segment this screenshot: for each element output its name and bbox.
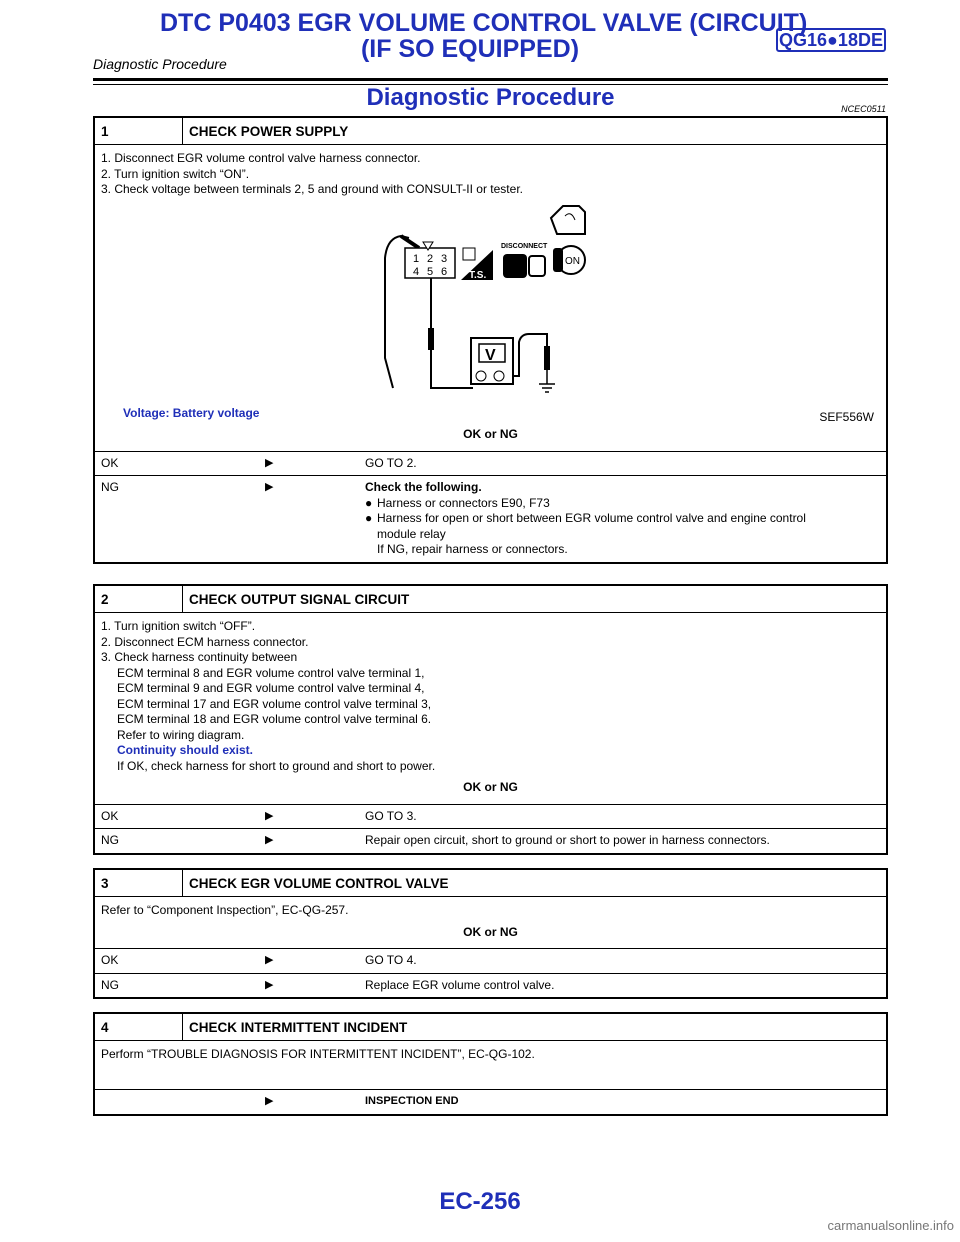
arrow-icon: ▶ (265, 954, 274, 966)
bullet-item (365, 496, 880, 512)
result-row-ng (95, 973, 886, 998)
arrow-icon: ▶ (265, 809, 274, 822)
step-title: CHECK POWER SUPPLY (189, 123, 349, 139)
disconnect-plug-icon (503, 254, 527, 278)
engine-icon (551, 206, 585, 234)
step-header (95, 1014, 886, 1041)
step-2-box (93, 584, 888, 855)
breadcrumb: Diagnostic Procedure (93, 56, 227, 72)
connector-pin-5: 5 (427, 265, 434, 278)
meter-negative-terminal (494, 371, 504, 381)
result-row-ok (95, 804, 886, 829)
header-title-line2: (IF SO EQUIPPED) (360, 35, 580, 63)
bullet-item (365, 511, 880, 527)
ok-ng-label: OK or NG (463, 780, 518, 794)
page-number: EC-256 (439, 1188, 521, 1215)
result-row-ng (95, 828, 886, 853)
step-title: CHECK INTERMITTENT INCIDENT (189, 1019, 408, 1035)
connector-pin-4: 4 (413, 265, 420, 278)
engine-badge: QG16●18DE (776, 28, 886, 52)
instruction-line: 1. Turn ignition switch “OFF”. (101, 619, 256, 633)
continuation-line: module relay (377, 526, 446, 541)
instruction-line: ECM terminal 8 and EGR volume control valve terminal 1, (117, 665, 425, 680)
step-1-box (93, 116, 888, 564)
ok-ng-label: OK or NG (463, 427, 518, 441)
ignition-on-label: ON (565, 255, 580, 267)
arrow-icon: ▶ (265, 456, 274, 469)
voltmeter-label: V (485, 346, 496, 364)
connector-pin-3: 3 (441, 252, 448, 265)
instruction-line: ECM terminal 17 and EGR volume control valve terminal 3, (117, 696, 432, 711)
step-body (95, 1041, 886, 1089)
header-rule (93, 78, 888, 81)
result-label (95, 1090, 265, 1114)
probe-tip (428, 328, 434, 350)
continuation-line: If NG, repair harness or connectors. (377, 542, 568, 556)
step-body (95, 613, 886, 804)
result-text: GO TO 3. (365, 808, 417, 823)
instruction-line: If OK, check harness for short to ground and short to power. (117, 758, 436, 773)
step-number: 2 (95, 586, 183, 612)
step-header (95, 870, 886, 897)
result-label: OK (101, 808, 119, 823)
result-label: OK (101, 455, 119, 470)
result-row-ng (95, 475, 886, 562)
section-code: NCEC0511 (841, 104, 886, 114)
wiring-illustration (101, 198, 884, 416)
voltage-check-diagram (101, 198, 880, 424)
instruction-line: 2. Disconnect ECM harness connector. (101, 634, 309, 649)
instruction-line: ECM terminal 18 and EGR volume control valve terminal 6. (117, 712, 432, 726)
meter-positive-terminal (476, 371, 486, 381)
probe-wire-upper (431, 278, 473, 388)
bullet-text: Harness or connectors E90, F73 (377, 495, 550, 510)
result-text: Repair open circuit, short to ground or short to power in harness connectors. (365, 833, 770, 847)
step-number: 4 (95, 1014, 183, 1040)
arrow-icon: ▶ (265, 834, 274, 846)
step-body (95, 897, 886, 948)
result-label: OK (101, 953, 119, 967)
result-label: NG (101, 480, 119, 494)
result-text: INSPECTION END (365, 1095, 459, 1107)
disconnect-socket-icon (529, 256, 545, 276)
step-4-box (93, 1012, 888, 1116)
step-header (95, 586, 886, 613)
figure-code: SEF556W (819, 409, 874, 424)
header-title-line1: DTC P0403 EGR VOLUME CONTROL VALVE (CIRCUIT) (160, 9, 808, 37)
result-text: Replace EGR volume control valve. (365, 977, 555, 992)
instruction-line: 3. Check harness continuity between (101, 650, 298, 664)
instruction-line: 1. Disconnect EGR volume control valve harness connector. (101, 151, 421, 165)
instruction-line: Refer to “Component Inspection”, EC-QG-257. (101, 903, 349, 917)
connector-pin-2: 2 (427, 252, 434, 265)
result-row-ok (95, 451, 886, 476)
result-heading: Check the following. (365, 480, 482, 494)
arrow-icon: ▶ (265, 1095, 274, 1107)
key-body-icon (553, 248, 563, 272)
result-text: GO TO 4. (365, 953, 417, 967)
probe-handle (401, 236, 419, 248)
result-text: GO TO 2. (365, 455, 417, 470)
result-row-ok (95, 948, 886, 973)
step-number: 1 (95, 118, 183, 144)
instruction-line: 3. Check voltage between terminals 2, 5 and ground with CONSULT-II or tester. (101, 182, 523, 196)
instruction-line: ECM terminal 9 and EGR volume control valve terminal 4, (117, 681, 425, 695)
step-body (95, 145, 886, 451)
ts-label: T.S. (469, 269, 487, 281)
spec-value: Voltage: Battery voltage (123, 405, 260, 420)
page-header-title (160, 9, 808, 63)
step-3-box (93, 868, 888, 999)
ts-book-icon (463, 248, 475, 260)
disconnect-label: DISCONNECT (501, 242, 548, 250)
step-title: CHECK EGR VOLUME CONTROL VALVE (189, 875, 449, 891)
instruction-line: Refer to wiring diagram. (117, 727, 245, 742)
connector-pin-1: 1 (413, 252, 420, 265)
ground-probe (544, 346, 550, 370)
instruction-line: 2. Turn ignition switch “ON”. (101, 166, 250, 181)
bullet-icon: ● (365, 511, 373, 525)
step-header (95, 118, 886, 145)
arrow-icon: ▶ (265, 978, 274, 991)
ok-ng-label: OK or NG (463, 924, 518, 939)
instruction-line: Perform “TROUBLE DIAGNOSIS FOR INTERMITTENT INCIDENT”, EC-QG-102. (101, 1047, 535, 1061)
ground-symbol (539, 370, 555, 392)
step-number: 3 (95, 870, 183, 896)
connector-pin-6: 6 (441, 265, 448, 278)
spec-value: Continuity should exist. (117, 743, 254, 757)
bullet-text: Harness for open or short between EGR volume control valve and engine control (377, 511, 806, 525)
bullet-icon: ● (365, 495, 373, 510)
step-title: CHECK OUTPUT SIGNAL CIRCUIT (189, 591, 410, 607)
ground-lead (513, 334, 547, 376)
result-label: NG (101, 833, 119, 847)
watermark: carmanualsonline.info (827, 1218, 954, 1233)
arrow-icon: ▶ (265, 481, 274, 493)
result-text (365, 476, 886, 562)
result-row-end (95, 1089, 886, 1114)
section-title: Diagnostic Procedure (366, 84, 615, 111)
result-label: NG (101, 977, 119, 992)
